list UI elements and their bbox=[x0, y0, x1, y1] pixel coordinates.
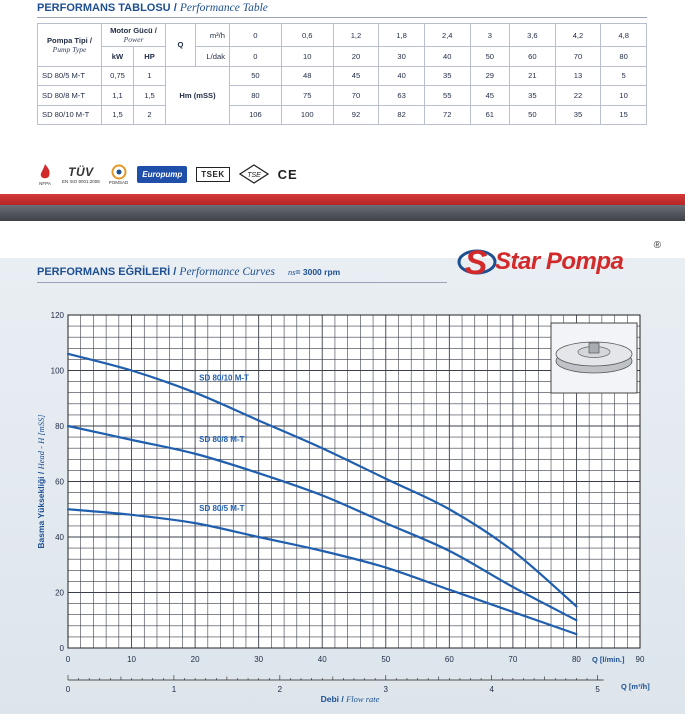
x2-tick-label: 1 bbox=[171, 685, 177, 694]
brand-registered: ® bbox=[653, 240, 661, 251]
head-cell: 80 bbox=[230, 86, 282, 106]
flow-ldak-cell: 40 bbox=[424, 47, 470, 67]
flow-ldak-cell: 30 bbox=[379, 47, 425, 67]
flow-ldak-cell: 70 bbox=[555, 47, 601, 67]
head-cell: 15 bbox=[601, 105, 647, 125]
flow-m3h-cell: 4,8 bbox=[601, 24, 647, 47]
flow-m3h-cell: 0 bbox=[230, 24, 282, 47]
model-cell: SD 80/10 M-T bbox=[38, 105, 102, 125]
tuv-logo: TÜV EN ISO 9001:2008 bbox=[62, 164, 100, 184]
head-cell: 22 bbox=[555, 86, 601, 106]
flow-ldak-cell: 10 bbox=[281, 47, 333, 67]
head-cell: 13 bbox=[555, 66, 601, 86]
head-cell: 75 bbox=[281, 86, 333, 106]
flow-m3h-cell: 1,8 bbox=[379, 24, 425, 47]
hp-cell: 1,5 bbox=[134, 86, 166, 106]
x2-unit-label: Q [m³/h] bbox=[621, 682, 650, 691]
flow-ldak-cell: 80 bbox=[601, 47, 647, 67]
flow-m3h-cell: 4,2 bbox=[555, 24, 601, 47]
flow-ldak-cell: 0 bbox=[230, 47, 282, 67]
europump-logo: Europump bbox=[137, 166, 187, 183]
svg-text:S: S bbox=[464, 244, 488, 282]
y-tick-label: 60 bbox=[55, 477, 64, 487]
x-tick-label: 30 bbox=[254, 655, 264, 664]
table-section-title: PERFORMANS TABLOSU / Performance Table bbox=[37, 2, 268, 14]
hm-label: Hm (mSS) bbox=[166, 66, 230, 125]
head-cell: 45 bbox=[470, 86, 509, 106]
kw-cell: 1,5 bbox=[102, 105, 134, 125]
x-tick-label: 90 bbox=[635, 655, 645, 664]
x-tick-label: 0 bbox=[65, 655, 71, 664]
x2-tick-label: 0 bbox=[65, 685, 71, 694]
flow-ldak-cell: 50 bbox=[470, 47, 509, 67]
model-cell: SD 80/8 M-T bbox=[38, 86, 102, 106]
table-title-rule bbox=[37, 17, 647, 18]
table-row bbox=[38, 105, 647, 125]
x2-tick-label: 4 bbox=[489, 685, 494, 694]
kw-cell: 0,75 bbox=[102, 66, 134, 86]
series-label: SD 80/5 M-T bbox=[199, 504, 245, 514]
x-tick-label: 60 bbox=[444, 655, 454, 664]
head-cell: 40 bbox=[379, 66, 425, 86]
curves-section-title: PERFORMANS EĞRİLERİ / Performance Curves ns= 3000 rpm bbox=[37, 266, 341, 278]
head-cell: 55 bbox=[424, 86, 470, 106]
table-title: PERFORMANS TABLOSU bbox=[37, 2, 171, 14]
head-cell: 21 bbox=[510, 66, 556, 86]
x-tick-label: 80 bbox=[571, 655, 581, 664]
head-cell: 82 bbox=[379, 105, 425, 125]
impeller-inset bbox=[551, 323, 637, 393]
head-cell: 35 bbox=[424, 66, 470, 86]
x2-tick-label: 5 bbox=[595, 685, 600, 694]
x-axis-label: Debi / Flow rate bbox=[320, 694, 380, 704]
flow-m3h-cell: 3,6 bbox=[510, 24, 556, 47]
series-label: SD 80/10 M-T bbox=[199, 373, 249, 383]
flow-m3h-cell: 3 bbox=[470, 24, 509, 47]
y-tick-label: 80 bbox=[55, 422, 64, 431]
head-cell: 70 bbox=[333, 86, 379, 106]
x-tick-label: 10 bbox=[127, 655, 137, 664]
head-cell: 45 bbox=[333, 66, 379, 86]
head-cell: 61 bbox=[470, 105, 509, 125]
head-cell: 100 bbox=[281, 105, 333, 125]
head-cell: 5 bbox=[601, 66, 647, 86]
curves-subtitle: Performance Curves bbox=[179, 266, 275, 278]
table-row bbox=[38, 86, 647, 106]
head-cell: 50 bbox=[230, 66, 282, 86]
kw-cell: 1,1 bbox=[102, 86, 134, 106]
head-cell: 48 bbox=[281, 66, 333, 86]
hp-header: HP bbox=[134, 47, 166, 67]
head-cell: 106 bbox=[230, 105, 282, 125]
divider-dark-stripe bbox=[0, 205, 685, 221]
motor-power-header: Motor Gücü / Power bbox=[102, 24, 166, 47]
flow-ldak-cell: 20 bbox=[333, 47, 379, 67]
kw-header: kW bbox=[102, 47, 134, 67]
flow-m3h-cell: 1,2 bbox=[333, 24, 379, 47]
y-axis-label: Basma Yüksekliği / Head - H [mSS] bbox=[36, 414, 46, 549]
ce-mark: CE bbox=[277, 166, 298, 182]
table-subtitle: Performance Table bbox=[179, 2, 268, 14]
q-header: Q bbox=[166, 24, 196, 67]
series-label: SD 80/8 M-T bbox=[199, 434, 245, 444]
tsek-logo: TSEK bbox=[196, 167, 229, 182]
flow-m3h-cell: 2,4 bbox=[424, 24, 470, 47]
x-tick-label: 40 bbox=[317, 655, 327, 664]
head-cell: 35 bbox=[510, 86, 556, 106]
performance-table bbox=[37, 23, 647, 125]
pomsad-logo: POMSAD bbox=[109, 164, 129, 185]
hp-cell: 2 bbox=[134, 105, 166, 125]
head-cell: 63 bbox=[379, 86, 425, 106]
hp-cell: 1 bbox=[134, 66, 166, 86]
curves-title: PERFORMANS EĞRİLERİ bbox=[37, 266, 171, 278]
pump-type-header: Pompa Tipi / Pump Type bbox=[38, 24, 102, 67]
pomsad-icon bbox=[111, 164, 127, 180]
q-unit-m3h: m³/h bbox=[196, 24, 230, 47]
y-tick-label: 40 bbox=[55, 533, 64, 542]
x2-tick-label: 2 bbox=[277, 685, 283, 694]
y-tick-label: 100 bbox=[50, 366, 64, 376]
flow-ldak-cell: 60 bbox=[510, 47, 556, 67]
brand-name: Star Pompa bbox=[495, 248, 624, 275]
y-tick-label: 20 bbox=[55, 588, 64, 598]
head-cell: 72 bbox=[424, 105, 470, 125]
nfpa-icon bbox=[37, 163, 53, 181]
model-cell: SD 80/5 M-T bbox=[38, 66, 102, 86]
x-tick-label: 50 bbox=[381, 655, 391, 664]
svg-text:TSE: TSE bbox=[246, 172, 261, 179]
y-tick-label: 120 bbox=[50, 311, 64, 320]
nfpa-logo: NFPA bbox=[37, 163, 53, 186]
tse-logo bbox=[239, 164, 269, 184]
x-tick-label: 20 bbox=[190, 655, 200, 664]
flow-m3h-cell: 0,6 bbox=[281, 24, 333, 47]
x2-tick-label: 3 bbox=[383, 685, 389, 694]
head-cell: 92 bbox=[333, 105, 379, 125]
speed-label: ns= 3000 rpm bbox=[287, 267, 341, 277]
head-cell: 50 bbox=[510, 105, 556, 125]
performance-curve-chart bbox=[0, 258, 685, 714]
head-cell: 10 bbox=[601, 86, 647, 106]
head-cell: 29 bbox=[470, 66, 509, 86]
table-row bbox=[38, 66, 647, 86]
certification-logos bbox=[37, 160, 298, 188]
head-cell: 35 bbox=[555, 105, 601, 125]
q-unit-ldak: L/dak bbox=[196, 47, 230, 67]
x-unit-label: Q [l/min.] bbox=[592, 655, 625, 664]
x-tick-label: 70 bbox=[508, 655, 518, 664]
y-tick-label: 0 bbox=[59, 644, 64, 653]
